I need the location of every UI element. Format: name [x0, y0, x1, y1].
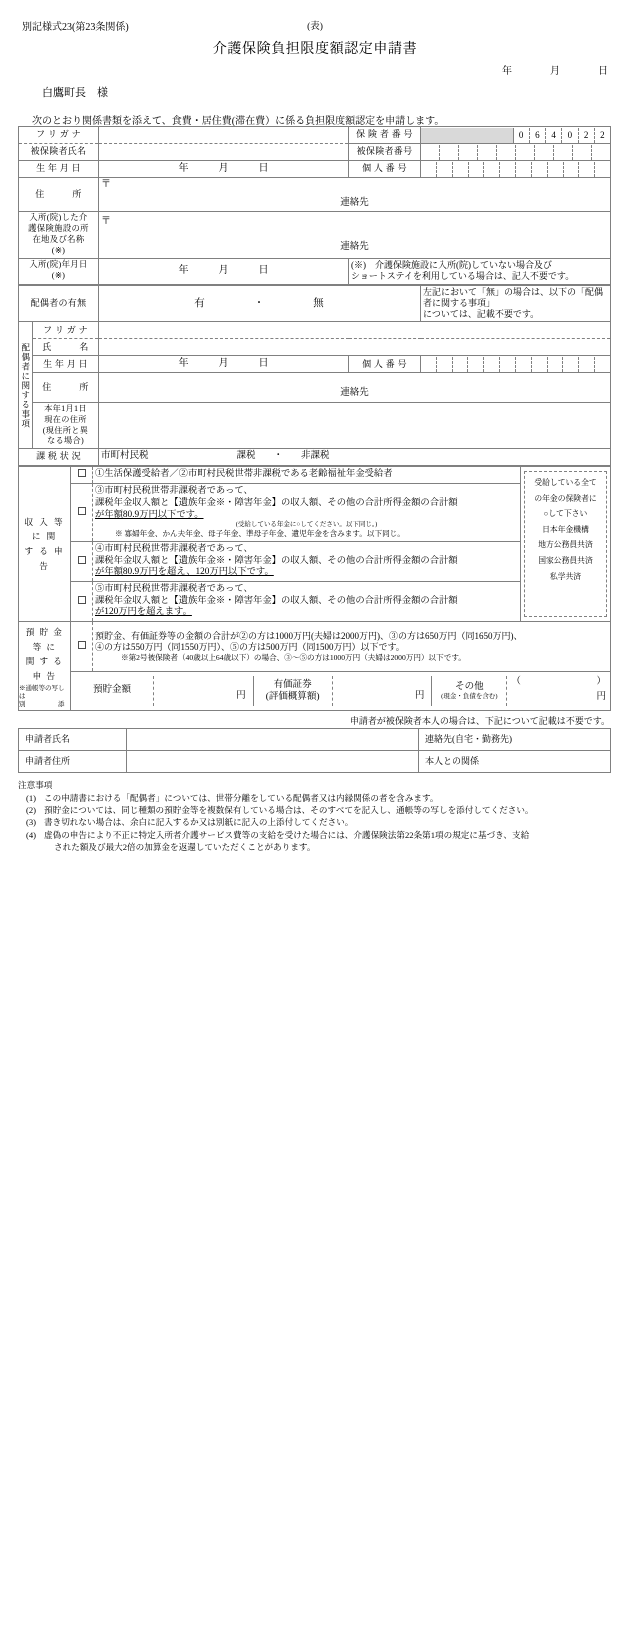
note-item [18, 804, 618, 816]
checkbox-icon[interactable] [78, 507, 86, 515]
table-row-furigana [19, 127, 611, 144]
prev-address-line2: 現在の住所 [44, 415, 87, 425]
table-row-savings-declaration [19, 622, 611, 672]
checkbox-icon[interactable] [78, 596, 86, 604]
checkbox-icon[interactable] [78, 641, 86, 649]
spouse-birth-year-label: 年 [178, 358, 189, 370]
year-label: 年 [502, 66, 512, 77]
facility-label [19, 212, 99, 259]
insurer-digit-0: 0 [514, 128, 530, 143]
savings-section-side-label [19, 622, 71, 711]
insurer-digit-4: 2 [579, 128, 595, 143]
address-input[interactable] [99, 178, 611, 212]
other-amount-input[interactable] [507, 676, 610, 706]
personal-number-cell [532, 162, 548, 177]
savings-line-1: 預貯金、有価証券等の金額の合計が②の方は1000万円(夫婦は2000万円)、③の方は650万円（同1650万円)、 [95, 630, 523, 641]
income-item-3-line3: が年額80.9万円を超え、120万円以下です。 [95, 567, 274, 578]
table-row-has-spouse [19, 285, 611, 322]
income-savings-table [18, 466, 611, 711]
has-spouse-label: 配偶者の有無 [19, 285, 99, 322]
addressee: 白鷹町長 様 [42, 87, 108, 99]
personal-number-cell [469, 162, 485, 177]
note-item [18, 829, 618, 853]
checkbox-icon[interactable] [78, 469, 86, 477]
spouse-personal-number-cell [453, 357, 469, 372]
taxed-option[interactable]: 課税 [236, 451, 256, 462]
table-row-spouse-name [19, 339, 611, 356]
spouse-personal-number-cell [421, 357, 437, 372]
facility-label-line4: (※) [51, 245, 66, 255]
deposit-amount-input[interactable] [154, 676, 254, 706]
personal-number-cell [516, 162, 532, 177]
note-item [18, 792, 618, 804]
spouse-prev-address-input[interactable] [99, 403, 611, 449]
table-row-insured-name [19, 144, 611, 161]
spouse-note [421, 285, 611, 322]
note-text: 預貯金については、同じ種類の預貯金等を複数保有している場合は、そのすべてを記入し、通帳等の写しを添付してください。 [44, 805, 534, 816]
table-row-facility [19, 212, 611, 259]
income-checkbox-2-cell[interactable] [71, 484, 93, 542]
insured-name-label: 被保険者氏名 [19, 144, 99, 161]
has-spouse-options[interactable] [99, 285, 421, 322]
spouse-birth-month-label: 月 [218, 358, 229, 370]
table-row-spouse-prev-address [19, 403, 611, 449]
birthdate-input[interactable] [99, 161, 349, 178]
savings-side-note-1: ※通帳等の写しは [19, 684, 65, 700]
insurer-digit-2: 4 [546, 128, 562, 143]
income-item-2-subnote2: ※ 寡婦年金、かん夫年金、母子年金、準母子年金、遺児年金を含みます。以下同じ。 [115, 529, 405, 539]
other-paren-close: ） [596, 676, 607, 687]
other-yen-unit: 円 [596, 692, 607, 703]
spouse-section-side-label [19, 322, 33, 449]
income-item-2-text [93, 484, 521, 542]
applicant-address-label: 申請者住所 [19, 750, 127, 772]
spouse-personal-number-cell [468, 357, 484, 372]
other-parens [511, 677, 606, 689]
facility-note-line1: (※) 介護保険施設に入所(院)していない場合及び [351, 259, 552, 270]
tax-option-separator: ・ [273, 451, 284, 462]
securities-label-cell [254, 676, 333, 706]
tax-status-label: 課 税 状 況 [19, 449, 99, 466]
facility-label-line3: 在地及び名称 [32, 234, 85, 244]
deposit-label: 預貯金額 [92, 685, 131, 695]
birth-day-label: 日 [258, 162, 269, 174]
prev-address-line4: なる場合) [47, 436, 84, 446]
personal-number-cell [579, 162, 595, 177]
insured-number-cell [421, 145, 440, 160]
facility-label-line2: 護保険施設の所 [28, 223, 89, 233]
spouse-option-separator: ・ [253, 298, 266, 309]
securities-amount-input[interactable] [333, 676, 433, 706]
table-row-income-item-1 [19, 467, 611, 484]
note-number: (4) [26, 829, 37, 840]
income-item-2-subnote: (受給している年金に○してください。以下同じ。) [235, 521, 378, 529]
admission-date-input[interactable] [99, 258, 349, 284]
note-number: (2) [26, 805, 37, 816]
personal-number-cell [437, 162, 453, 177]
other-label: その他 [455, 681, 484, 692]
insured-person-table [18, 126, 611, 285]
spouse-personal-number-cell [532, 357, 548, 372]
income-item-2-line3: が年額80.9万円以下です。 [95, 509, 204, 520]
spouse-note-line1: 左記において「無」の場合は、以下の「配偶者に関する事項」 [423, 286, 604, 308]
facility-label-line1: 入所(院)した介 [29, 213, 88, 222]
month-label: 月 [550, 66, 560, 77]
pension-box-heading-3: ○して下さい [543, 509, 588, 519]
day-label: 日 [598, 66, 608, 77]
spouse-address-label: 住 所 [33, 373, 99, 403]
furigana-input[interactable] [99, 127, 349, 144]
insured-number-cell [440, 145, 459, 160]
facility-input[interactable] [99, 212, 611, 259]
insured-number-cell [459, 145, 478, 160]
spouse-side-label-text: 配偶者に関する事項 [20, 342, 31, 428]
facility-note [349, 258, 611, 284]
income-item-4-line3: が120万円を超えます。 [95, 607, 192, 618]
facility-postal-mark: 〒 [101, 215, 111, 227]
income-item-2-line1: ③市町村民税世帯非課税者であって、 [95, 486, 253, 497]
spouse-personal-number-label: 個 人 番 号 [349, 356, 421, 373]
pension-option-nenkin-kikou[interactable]: 日本年金機構 [542, 524, 589, 534]
spouse-personal-number-cell [595, 357, 610, 372]
form-code: 別記様式23(第23条関係) [22, 22, 129, 33]
table-row-admission-date [19, 258, 611, 284]
spouse-yes-option[interactable]: 有 [194, 298, 206, 309]
income-item-4-text [93, 582, 521, 622]
non-taxed-option[interactable]: 非課税 [301, 451, 330, 462]
personal-number-cell [500, 162, 516, 177]
pension-box [524, 471, 607, 617]
insured-number-cell [592, 145, 610, 160]
spouse-address-input[interactable] [99, 373, 611, 403]
form-header [0, 0, 630, 126]
income-item-3-line2: 課税年金収入額と【遺族年金※・障害年金】の収入額、その他の合計所得金額の合計額 [95, 555, 458, 566]
spouse-name-input[interactable] [99, 339, 611, 356]
birth-year-label: 年 [178, 162, 189, 174]
deposit-yen-unit: 円 [236, 691, 246, 702]
personal-number-cell [564, 162, 580, 177]
admission-label-line1: 入所(院)年月日 [29, 260, 88, 270]
savings-line-2: ④の方は550万円（同1550万円）、⑤の方は500万円（同1500万円）以下です。 [95, 641, 405, 652]
personal-number-cell [595, 162, 610, 177]
insured-number-cell [497, 145, 516, 160]
savings-line-3: ※第2号被保険者（40歳以上64歳以下）の場合、③～⑤の方は1000万円（夫婦は2000万円）以下です。 [121, 653, 466, 663]
applicant-footer-table [18, 728, 611, 773]
savings-side-note-2: 別 添 [19, 701, 65, 709]
spouse-personal-number-cell [563, 357, 579, 372]
spouse-personal-number-grid [421, 357, 610, 372]
insurer-number-shaded [421, 128, 514, 143]
admission-month-label: 月 [218, 264, 229, 276]
front-side-marker: (表) [307, 22, 323, 32]
facility-contact-label: 連絡先 [340, 242, 369, 253]
checkbox-icon[interactable] [78, 556, 86, 564]
table-row-birthdate [19, 161, 611, 178]
admission-date-label [19, 258, 99, 284]
savings-amount-flex [71, 676, 610, 706]
birthdate-label: 生 年 月 日 [19, 161, 99, 178]
intro-text: 次のとおり関係書類を添えて、食費・居住費(滞在費）に係る負担限度額認定を申請します。 [32, 116, 445, 127]
note-text-continued: された額及び最大2倍の加算金を返還していただくことがあります。 [54, 841, 316, 852]
personal-number-label: 個 人 番 号 [349, 161, 421, 178]
tax-status-options[interactable] [99, 449, 611, 466]
applicant-address-input[interactable] [127, 750, 419, 772]
personal-number-boxes[interactable] [421, 161, 611, 178]
note-text: 書き切れない場合は、余白に記入するか又は別紙に記入の上添付してください。 [44, 817, 354, 828]
income-item-2-line2: 課税年金収入額と【遺族年金※・障害年金】の収入額、その他の合計所得金額の合計額 [95, 497, 458, 508]
pension-option-shigaku-kyousai[interactable]: 私学共済 [549, 571, 582, 581]
spouse-birth-day-label: 日 [258, 358, 269, 370]
income-item-3-text [93, 542, 521, 582]
table-row-tax-status [19, 449, 611, 466]
spouse-side-label-wrap [19, 322, 32, 448]
birth-month-label: 月 [218, 162, 229, 174]
income-side-label-line2: す る 申 告 [24, 546, 65, 571]
notes-section [18, 779, 618, 853]
income-item-3-line1: ④市町村民税世帯非課税者であって、 [95, 544, 253, 555]
savings-declaration-text [93, 622, 611, 672]
savings-amount-cells [71, 672, 611, 711]
other-label-sub: (現金・負債を含む) [441, 692, 498, 700]
prev-address-line3: (現住所と異 [42, 425, 89, 435]
income-checkbox-3-cell[interactable] [71, 542, 93, 582]
prev-address-line1: 本年1月1日 [44, 404, 87, 414]
savings-side-label-line2: 関 す る 申 告 [25, 656, 64, 681]
securities-label-line2: (評価概算額) [265, 691, 320, 702]
personal-number-cell [548, 162, 564, 177]
income-item-4-line1: ⑤市町村民税世帯非課税者であって、 [95, 584, 253, 595]
spouse-personal-number-cell [500, 357, 516, 372]
admission-label-line2: (※) [51, 271, 66, 281]
note-text-wrap [44, 829, 618, 853]
spouse-note-line2: については、記載不要です。 [423, 309, 540, 320]
insured-name-input[interactable] [99, 144, 349, 161]
other-paren-open: （ [511, 676, 521, 687]
spouse-table [18, 285, 611, 466]
spouse-personal-number-boxes[interactable] [421, 356, 611, 373]
income-item-4-line2: 課税年金収入額と【遺族年金※・障害年金】の収入額、その他の合計所得金額の合計額 [95, 595, 458, 606]
postal-mark: 〒 [101, 179, 111, 191]
admission-year-label: 年 [178, 264, 189, 276]
note-item [18, 816, 618, 828]
insured-number-boxes[interactable] [421, 144, 611, 161]
deposit-label-cell [71, 676, 154, 706]
personal-number-cell [484, 162, 500, 177]
furigana-label: フ リ ガ ナ [19, 127, 99, 144]
spouse-contact-label: 連絡先 [340, 387, 369, 398]
income-side-label-line1: 収 入 等 に 関 [24, 516, 65, 542]
insurer-digit-3: 0 [562, 128, 578, 143]
applicant-relation-label: 本人との関係 [419, 750, 611, 772]
pension-option-kokka-kyousai[interactable]: 国家公務員共済 [538, 556, 593, 566]
insurer-number-boxes[interactable] [421, 127, 611, 144]
table-row-savings-amounts [19, 672, 611, 711]
applicant-name-input[interactable] [127, 728, 419, 750]
admission-day-label: 日 [258, 264, 269, 276]
table-row-applicant-name [19, 728, 611, 750]
pension-insurer-box[interactable] [521, 467, 611, 622]
spouse-birthdate-label: 生 年 月 日 [33, 356, 99, 373]
income-checkbox-1-cell[interactable] [71, 467, 93, 484]
spouse-name-label: 氏 名 [33, 339, 99, 356]
savings-checkbox-cell[interactable] [71, 622, 93, 672]
income-item-1-line1: ①生活保護受給者／②市町村民税世帯非課税である老齢福祉年金受給者 [95, 469, 393, 480]
insurer-number-grid [421, 128, 610, 143]
insured-number-cell [573, 145, 592, 160]
applicant-footer-note: 申請者が被保険者本人の場合は、下記について記載は不要です。 [349, 715, 610, 726]
pension-option-chihou-kyousai[interactable]: 地方公務員共済 [538, 540, 593, 550]
address-label: 住 所 [19, 178, 99, 212]
submission-date-line [428, 62, 608, 77]
municipal-tax-label: 市町村民税 [101, 451, 149, 462]
spouse-birthdate-input[interactable] [99, 356, 349, 373]
income-section-side-label [19, 467, 71, 622]
income-item-1-text [93, 467, 521, 484]
personal-number-cell [453, 162, 469, 177]
table-row-address [19, 178, 611, 212]
insured-number-grid [421, 145, 610, 160]
notes-title: 注意事項 [18, 779, 53, 790]
spouse-prev-address-label [33, 403, 99, 449]
applicant-contact-label: 連絡先(自宅・勤務先) [419, 728, 611, 750]
insured-number-cell [554, 145, 573, 160]
spouse-personal-number-cell [516, 357, 532, 372]
securities-label-line1: 有価証券 [273, 679, 312, 690]
securities-yen-unit: 円 [414, 691, 425, 702]
insured-number-cell [535, 145, 554, 160]
pension-box-heading-2: の年金の保険者に [534, 493, 597, 503]
applicant-name-label: 申請者氏名 [19, 728, 127, 750]
page-title: 介護保険負担限度額認定申請書 [212, 42, 418, 57]
spouse-personal-number-cell [484, 357, 500, 372]
insurer-digit-5: 2 [600, 129, 605, 140]
spouse-furigana-input[interactable] [99, 322, 611, 339]
spouse-personal-number-cell [437, 357, 453, 372]
personal-number-cell [421, 162, 437, 177]
insured-number-cell [516, 145, 535, 160]
table-row-spouse-address [19, 373, 611, 403]
note-text: 虚偽の申告により不正に特定入所者介護サービス費等の支給を受けた場合には、介護保険法第22条第1項の規定に基づき、支給 [44, 829, 530, 840]
facility-note-line2: ショートステイを利用している場合は、記入不要です。 [351, 271, 575, 282]
spouse-personal-number-cell [579, 357, 595, 372]
table-row-spouse-furigana [19, 322, 611, 339]
income-checkbox-4-cell[interactable] [71, 582, 93, 622]
note-number: (1) [26, 793, 37, 804]
insurer-number-label: 保 険 者 番 号 [349, 127, 421, 144]
spouse-furigana-label: フ リ ガ ナ [33, 322, 99, 339]
spouse-personal-number-cell [548, 357, 564, 372]
note-text: この申請書における「配偶者」については、世帯分離をしている配偶者又は内縁関係の者を含みます。 [44, 793, 439, 804]
spouse-no-option[interactable]: 無 [313, 298, 325, 309]
note-number: (3) [26, 817, 37, 828]
insurer-digit-1: 6 [530, 128, 546, 143]
other-label-cell [432, 676, 507, 706]
pension-box-heading-1: 受給している全て [534, 478, 597, 488]
savings-side-label-line1: 預 貯 金 等 に [25, 627, 64, 652]
table-row-applicant-address [19, 750, 611, 772]
table-row-spouse-birthdate [19, 356, 611, 373]
insured-number-cell [478, 145, 497, 160]
contact-label: 連絡先 [340, 197, 369, 208]
personal-number-grid [421, 162, 610, 177]
insured-number-label: 被保険者番号 [349, 144, 421, 161]
